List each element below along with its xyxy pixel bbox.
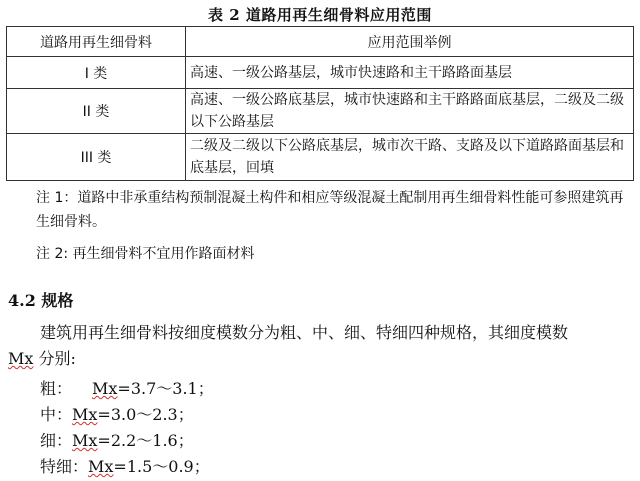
- table-header-row: [7, 27, 634, 57]
- paragraph-line: 建筑用再生细骨料按细度模数分为粗、中、细、特细四种规格，其细度模数: [40, 323, 569, 342]
- header-grade: 道路用再生细骨料: [7, 27, 186, 57]
- note-1-text: 注 1：道路中非承重结构预制混凝土构件和相应等级混凝土配制用再生细骨料性能可参照建筑再生细骨料。: [36, 190, 624, 230]
- paragraph-line-2: [8, 346, 634, 372]
- grade-range: =3.0～2.3；: [97, 405, 194, 424]
- note-2-text: 注 2: 再生细骨料不宜用作路面材料: [36, 246, 255, 262]
- row-usage: 高速、一级公路底基层，城市快速路和主干路路面底基层，二级及二级以下公路基层: [186, 89, 634, 134]
- mx-symbol: Mx: [72, 405, 98, 424]
- row-usage: 高速、一级公路基层，城市快速路和主干路路面基层: [186, 57, 634, 89]
- row-grade: III 类: [7, 134, 186, 181]
- mx-symbol: Mx: [72, 431, 98, 450]
- table-row: [7, 89, 634, 134]
- application-range-table: [6, 26, 634, 181]
- row-grade: II 类: [7, 89, 186, 134]
- grade-coarse: [40, 376, 214, 399]
- grade-label: 中：: [40, 405, 73, 424]
- row-grade: I 类: [7, 57, 186, 89]
- grade-range: =3.7～3.1；: [117, 379, 214, 398]
- mx-symbol: Mx: [88, 457, 114, 476]
- grade-range: =2.2～1.6；: [97, 431, 194, 450]
- grade-label: 细：: [40, 431, 73, 450]
- note-2: [10, 242, 630, 266]
- spec-paragraph: [8, 320, 634, 372]
- mx-symbol: Mx: [92, 379, 118, 398]
- table-caption: 表 2 道路用再生细骨料应用范围: [208, 6, 432, 24]
- grade-extra-fine: [40, 454, 210, 477]
- grade-fine: [40, 428, 194, 451]
- note-1: [10, 186, 630, 234]
- header-usage: 应用范围举例: [186, 27, 634, 57]
- section-heading: 4.2 规格: [8, 291, 74, 310]
- mx-symbol: Mx: [8, 349, 34, 368]
- table-row: [7, 57, 634, 89]
- row-usage: 二级及二级以下公路底基层，城市次干路、支路及以下道路路面基层和底基层，回填: [186, 134, 634, 181]
- table-row: [7, 134, 634, 181]
- grade-medium: [40, 402, 194, 425]
- grade-label: 粗：: [40, 379, 73, 398]
- grade-range: =1.5～0.9；: [113, 457, 210, 476]
- paragraph-rest: 分别:: [33, 349, 76, 368]
- grade-label: 特细：: [40, 457, 89, 476]
